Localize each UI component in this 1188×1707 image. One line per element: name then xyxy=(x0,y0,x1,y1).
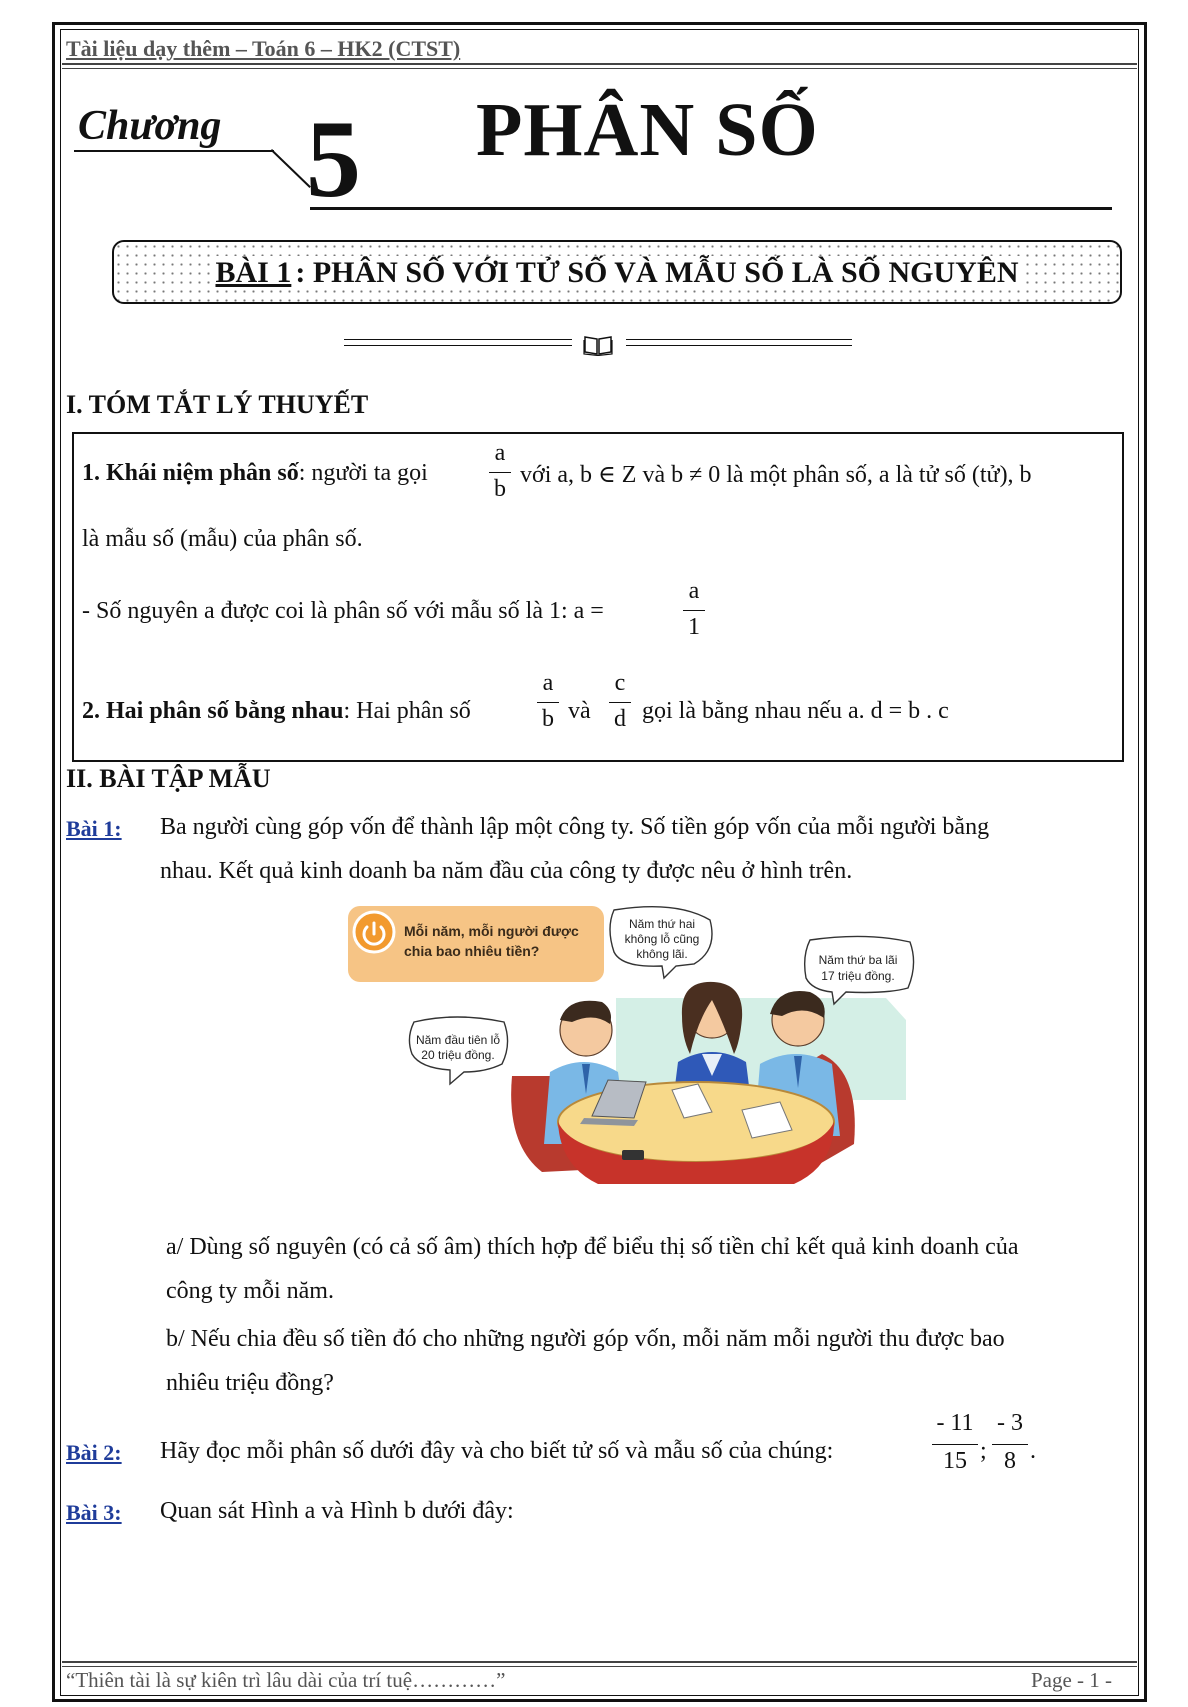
equal-fractions-text: : Hai phân số xyxy=(343,698,471,724)
fraction-numerator: a xyxy=(494,440,506,466)
exercise-3-text: Quan sát Hình a và Hình b dưới đây: xyxy=(160,1498,514,1524)
fraction-numerator: - 3 xyxy=(997,1410,1023,1436)
chapter-title: PHÂN SỐ xyxy=(476,88,819,172)
footer-rule-thin xyxy=(62,1666,1137,1667)
equal-fractions-and: và xyxy=(568,698,591,724)
lesson-title-text: : PHÂN SỐ VỚI TỬ SỐ VÀ MẪU SỐ LÀ SỐ NGUYÊN xyxy=(295,256,1019,289)
exercise-2-label: Bài 2: xyxy=(66,1440,122,1465)
lesson-label: BÀI 1 xyxy=(215,256,292,289)
lesson-title-box xyxy=(112,240,1122,304)
fraction-denominator: d xyxy=(614,706,626,732)
ornament-line-right xyxy=(626,339,852,340)
bubble-1-text-2: 20 triệu đồng. xyxy=(421,1048,495,1062)
definition-term: 1. Khái niệm phân số xyxy=(82,460,299,486)
exercise-1-part-a-line-2: công ty mỗi năm. xyxy=(166,1278,334,1304)
business-meeting-illustration xyxy=(346,904,916,1200)
exercise-3-label: Bài 3: xyxy=(66,1500,122,1525)
fraction-denominator: 15 xyxy=(943,1448,967,1474)
ornament-line-left xyxy=(344,339,572,340)
section-title-exercises: II. BÀI TẬP MẪU xyxy=(66,764,271,793)
exercise-1-line-1: Ba người cùng góp vốn để thành lập một công ty. Số tiền góp vốn của mỗi người bằng xyxy=(160,814,990,840)
bubble-3-text-1: Năm thứ ba lãi xyxy=(818,953,898,967)
page-number: Page - 1 - xyxy=(1030,1668,1112,1692)
fraction-numerator: a xyxy=(688,578,700,604)
book-icon xyxy=(582,332,614,356)
footer-quote: “Thiên tài là sự kiên trì lâu dài của trí tuệ…………” xyxy=(66,1668,506,1692)
definition-line xyxy=(82,460,428,487)
bubble-1-text-1: Năm đầu tiên lỗ xyxy=(415,1033,501,1047)
fraction-numerator: c xyxy=(614,670,626,696)
header-rule-thin xyxy=(62,68,1137,69)
fraction-numerator: - 11 xyxy=(936,1410,974,1436)
chapter-underline xyxy=(74,150,274,152)
exercise-1-part-a-line-1: a/ Dùng số nguyên (có cả số âm) thích hợp để biểu thị số tiền chỉ kết quả kinh doanh của xyxy=(166,1234,1019,1260)
question-text-1: Mỗi năm, mỗi người được xyxy=(404,923,579,939)
bubble-2-text-1: Năm thứ hai xyxy=(628,917,696,931)
lesson-title xyxy=(114,256,1120,290)
fraction-numerator: a xyxy=(542,670,554,696)
sentence-end: . xyxy=(1030,1438,1036,1464)
fraction-bar xyxy=(992,1444,1028,1445)
ornament-line-right-2 xyxy=(626,345,852,346)
definition-text: : người ta gọi xyxy=(298,460,428,486)
fraction-bar xyxy=(683,610,705,611)
bubble-2-text-2: không lỗ cũng xyxy=(624,932,700,946)
exercise-2-text: Hãy đọc mỗi phân số dưới đây và cho biết tử số và mẫu số của chúng: xyxy=(160,1438,834,1464)
bubble-2-text-3: không lãi. xyxy=(636,947,688,961)
fraction-bar xyxy=(932,1444,978,1445)
fraction-denominator: 8 xyxy=(1004,1448,1016,1474)
chapter-number: 5 xyxy=(306,98,361,220)
fraction-bar xyxy=(537,702,559,703)
header-rule xyxy=(62,63,1137,65)
exercise-1-line-2: nhau. Kết quả kinh doanh ba năm đầu của công ty được nêu ở hình trên. xyxy=(160,858,853,884)
fraction-separator: ; xyxy=(980,1438,987,1464)
question-text-2: chia bao nhiêu tiền? xyxy=(404,943,540,959)
bubble-3-text-2: 17 triệu đồng. xyxy=(821,969,895,983)
fraction-denominator: b xyxy=(542,706,554,732)
equal-fractions-line xyxy=(82,698,471,725)
fraction-bar xyxy=(489,472,511,473)
header-title: Tài liệu dạy thêm – Toán 6 – HK2 (CTST) xyxy=(66,36,461,61)
equal-fractions-term: 2. Hai phân số bằng nhau xyxy=(82,698,344,724)
chapter-baseline xyxy=(310,207,1112,210)
fraction-bar xyxy=(609,702,631,703)
section-title-theory: I. TÓM TẮT LÝ THUYẾT xyxy=(66,390,369,419)
exercise-1-part-b-line-2: nhiêu triệu đồng? xyxy=(166,1370,334,1396)
equal-fractions-condition: gọi là bằng nhau nếu a. d = b . c xyxy=(642,698,949,724)
definition-text-cont: với a, b ∈ Z và b ≠ 0 là một phân số, a là tử số (tử), b xyxy=(520,462,1032,488)
definition-text-end: là mẫu số (mẫu) của phân số. xyxy=(82,526,363,552)
footer-rule xyxy=(62,1661,1137,1663)
exercise-1-label: Bài 1: xyxy=(66,816,122,841)
ornament-line-left-2 xyxy=(344,345,572,346)
integer-as-fraction: - Số nguyên a được coi là phân số với mẫu số là 1: a = xyxy=(82,598,604,624)
exercise-1-part-b-line-1: b/ Nếu chia đều số tiền đó cho những người góp vốn, mỗi năm mỗi người thu được bao xyxy=(166,1326,1005,1352)
fraction-denominator: 1 xyxy=(688,614,700,640)
fraction-denominator: b xyxy=(494,476,506,502)
chapter-word: Chương xyxy=(78,103,222,149)
